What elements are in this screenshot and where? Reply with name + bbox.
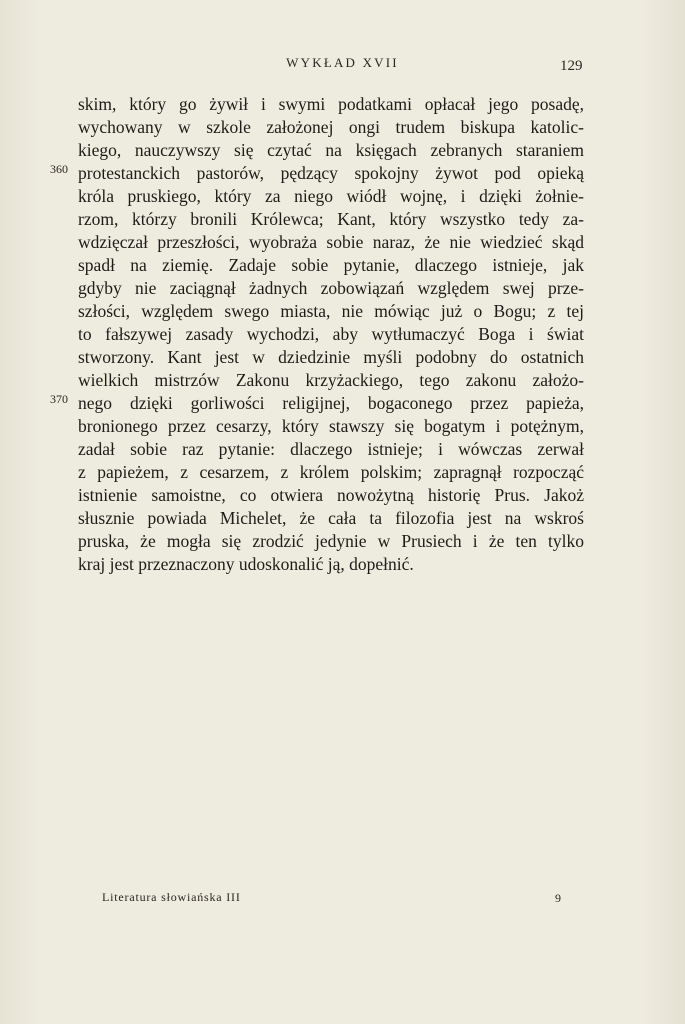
text-line: wychowany w szkole założonej ongi trudem biskupa katolic-: [78, 117, 584, 137]
text-line: skim, który go żywił i swymi podatkami opłacał jego posadę,: [78, 94, 584, 114]
page-number: 129: [560, 58, 583, 74]
text-line: rzom, którzy bronili Królewca; Kant, który wszystko tedy za-: [78, 209, 584, 229]
text-line: króla pruskiego, który za niego wiódł wojnę, i dzięki żołnie-: [78, 186, 584, 206]
text-line: istnienie samoistne, co otwiera nowożytną historię Prus. Jakoż: [78, 485, 584, 505]
text-line: bronionego przez cesarzy, który stawszy się bogatym i potężnym,: [78, 416, 584, 436]
text-line: wdzięczał przeszłości, wyobraża sobie naraz, że nie wiedzieć skąd: [78, 232, 584, 252]
text-line: zadał sobie raz pytanie: dlaczego istnieje; i wówczas zerwał: [78, 439, 584, 459]
text-line: kiego, nauczywszy się czytać na księgach zebranych staraniem: [78, 140, 584, 160]
margin-line-number: 360: [50, 162, 68, 176]
sheet-number: 9: [555, 891, 561, 905]
text-line: nego dzięki gorliwości religijnej, bogaconego przez papieża,: [78, 393, 584, 413]
text-line: słusznie powiada Michelet, że cała ta filozofia jest na wskroś: [78, 508, 584, 528]
text-line: protestanckich pastorów, pędzący spokojny żywot pod opieką: [78, 163, 584, 183]
body-text: [78, 93, 584, 576]
text-line: to fałszywej zasady wychodzi, aby wytłumaczyć Boga i świat: [78, 324, 584, 344]
signature-mark: Literatura słowiańska III: [102, 890, 241, 904]
running-head: WYKŁAD XVII: [286, 55, 399, 70]
text-line: stworzony. Kant jest w dziedzinie myśli podobny do ostatnich: [78, 347, 584, 367]
text-line: kraj jest przeznaczony udoskonalić ją, dopełnić.: [78, 554, 414, 574]
margin-line-number: 370: [50, 392, 68, 406]
text-line: z papieżem, z cesarzem, z królem polskim; zapragnął rozpocząć: [78, 462, 584, 482]
text-line: pruska, że mogła się zrodzić jedynie w Prusiech i że ten tylko: [78, 531, 584, 551]
text-line: szłości, względem swego miasta, nie mówiąc już o Bogu; z tej: [78, 301, 584, 321]
text-line: wielkich mistrzów Zakonu krzyżackiego, tego zakonu założo-: [78, 370, 584, 390]
text-line: gdyby nie zaciągnął żadnych zobowiązań względem swej prze-: [78, 278, 584, 298]
text-line: spadł na ziemię. Zadaje sobie pytanie, dlaczego istnieje, jak: [78, 255, 584, 275]
